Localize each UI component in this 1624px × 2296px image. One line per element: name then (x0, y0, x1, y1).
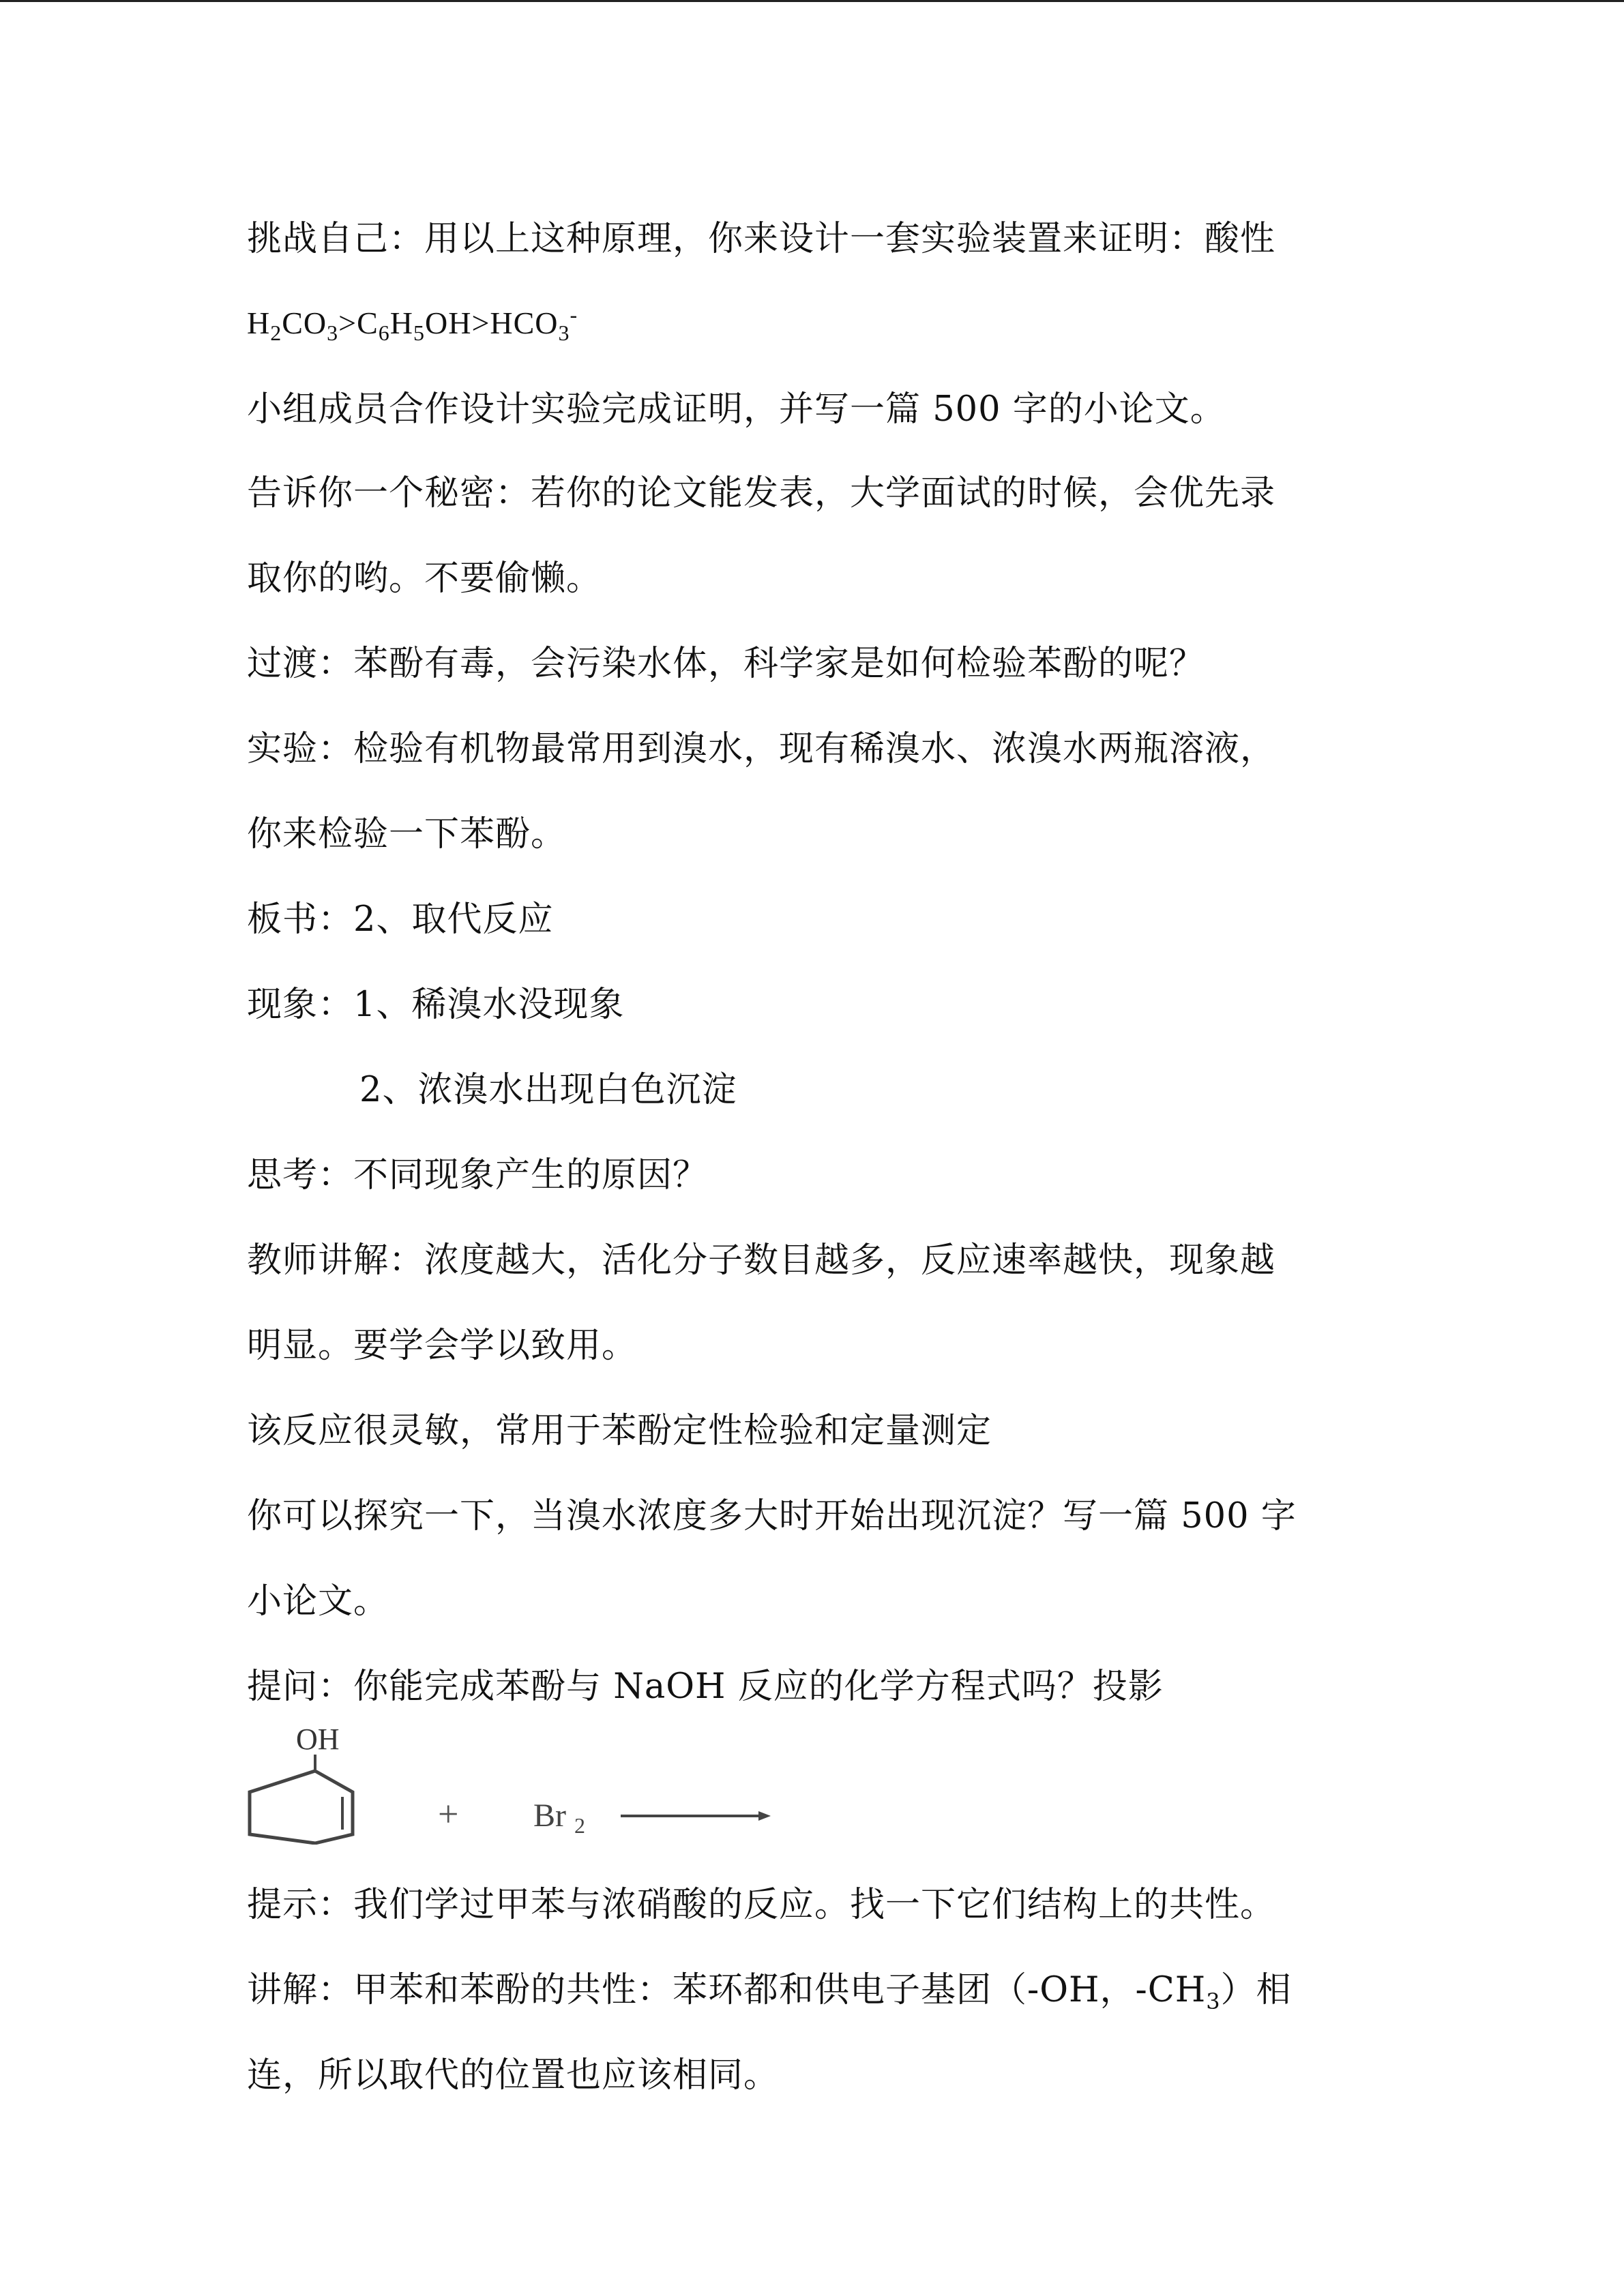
paragraph-phenomenon-2: 2、浓溴水出现白色沉淀 (359, 1070, 737, 1110)
paragraph-think: 思考：不同现象产生的原因？ (247, 1155, 709, 1195)
acidity-order-formula: $H_2CO_3>C_6H_5OH>HCO_3^-$ (247, 302, 578, 346)
paragraph-teacher-1: 教师讲解：浓度越大，活化分子数目越多，反应速率越快，现象越 (247, 1240, 1276, 1281)
paragraph-challenge: 挑战自己：用以上这种原理，你来设计一套实验装置来证明：酸性 (247, 219, 1276, 259)
plus-sign: + (438, 1793, 459, 1834)
paragraph-hint: 提示：我们学过甲苯与浓硝酸的反应。找一下它们结构上的共性。 (247, 1885, 1276, 1925)
paragraph-phenomenon-1: 现象：1、稀溴水没现象 (247, 985, 625, 1025)
top-border (0, 0, 1624, 2)
paragraph-secret-1: 告诉你一个秘密：若你的论文能发表，大学面试的时候，会优先录 (247, 473, 1276, 513)
paragraph-transition: 过渡：苯酚有毒，会污染水体，科学家是如何检验苯酚的呢？ (247, 644, 1205, 684)
paragraph-explore-2: 小论文。 (247, 1581, 389, 1622)
oh-label: OH (296, 1723, 340, 1756)
paragraph-question: 提问：你能完成苯酚与 NaOH 反应的化学方程式吗？投影 (247, 1667, 1164, 1707)
paragraph-teacher-2: 明显。要学会学以致用。 (247, 1326, 638, 1366)
paragraph-group-work: 小组成员合作设计实验完成证明，并写一篇 500 字的小论文。 (247, 389, 1226, 430)
paragraph-explain-1: 讲解：甲苯和苯酚的共性：苯环都和供电子基团（-OH，$-CH_3$）相 (247, 1970, 1292, 2015)
phenol-bromine-equation (247, 1722, 779, 1845)
paragraph-experiment-1: 实验：检验有机物最常用到溴水，现有稀溴水、浓溴水两瓶溶液， (247, 729, 1276, 769)
svg-text:2: 2 (574, 1813, 585, 1838)
paragraph-secret-2: 取你的哟。不要偷懒。 (247, 558, 602, 599)
paragraph-experiment-2: 你来检验一下苯酚。 (247, 814, 567, 854)
paragraph-explore-1: 你可以探究一下，当溴水浓度多大时开始出现沉淀？写一篇 500 字 (247, 1496, 1297, 1536)
paragraph-board-note: 板书：2、取代反应 (247, 899, 554, 940)
paragraph-explain-2: 连，所以取代的位置也应该相同。 (247, 2055, 780, 2096)
bromine-label: Br (533, 1798, 566, 1834)
benzene-ring-icon (250, 1771, 353, 1843)
paragraph-sensitive: 该反应很灵敏，常用于苯酚定性检验和定量测定 (247, 1411, 992, 1451)
